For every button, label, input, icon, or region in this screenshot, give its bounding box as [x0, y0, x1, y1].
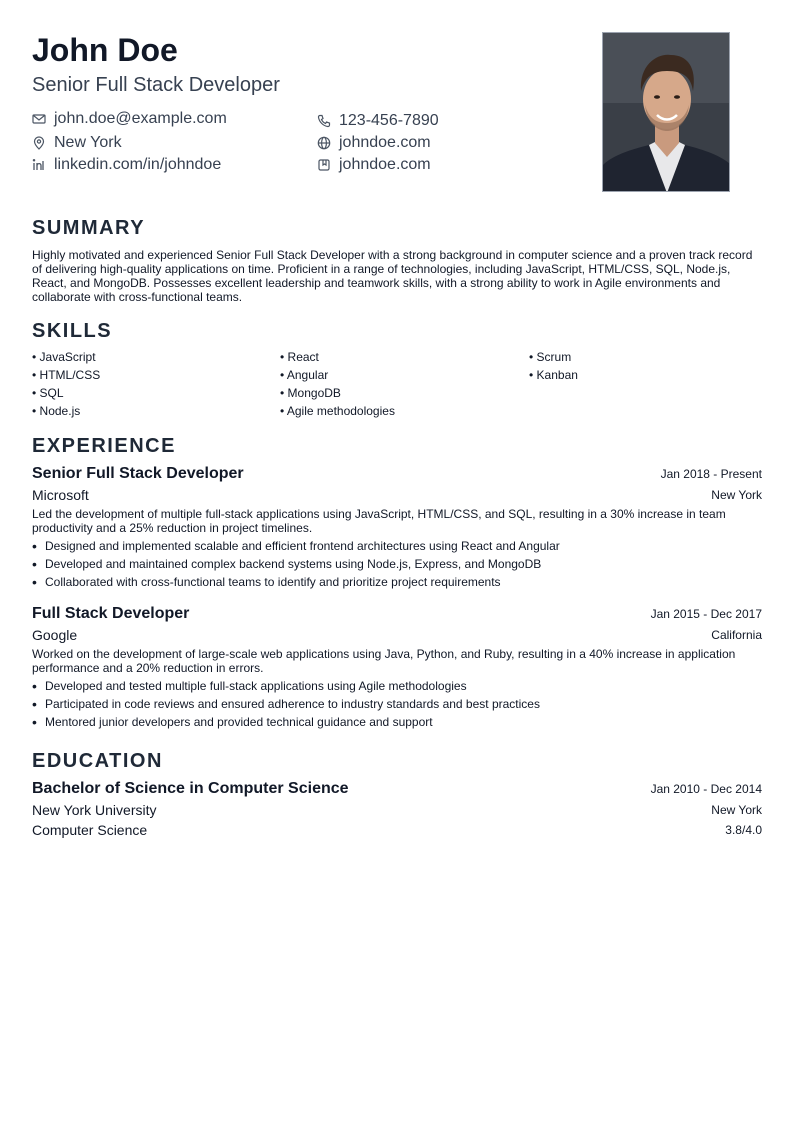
globe-icon [317, 136, 331, 150]
degree-title: Bachelor of Science in Computer Science [32, 780, 349, 797]
summary-text: Highly motivated and experienced Senior Full Stack Developer with a strong background in computer science and a proven track record of delivering high-quality applications on time. Proficient in a range of technologies, including JavaScript, HTML/CSS, SQL, Node.js, React, and MongoDB. Possesses excellent leadership and teamwork skills, with a strong ability to work in Agile environments and collaborate with cross-functional teams. [32, 248, 753, 304]
job-company: Google [32, 627, 78, 643]
summary-heading: SUMMARY [32, 217, 146, 239]
skill-item: • Agile methodologies [280, 404, 395, 418]
experience-heading: EXPERIENCE [32, 435, 176, 457]
job-bullet: • Mentored junior developers and provided technical guidance and support [32, 714, 433, 730]
phone-text: 123-456-7890 [339, 112, 439, 129]
skill-item: • Node.js [32, 404, 81, 418]
skills-heading: SKILLS [32, 320, 113, 342]
bookmark-icon [317, 158, 331, 172]
candidate-title: Senior Full Stack Developer [32, 74, 280, 96]
job-title: Senior Full Stack Developer [32, 465, 244, 482]
field-of-study: Computer Science [32, 822, 148, 838]
job-dates: Jan 2015 - Dec 2017 [650, 607, 762, 621]
portfolio-text: johndoe.com [339, 156, 431, 173]
education-heading: EDUCATION [32, 750, 163, 772]
school-name: New York University [32, 802, 157, 818]
gpa: 3.8/4.0 [725, 823, 762, 837]
contact-email[interactable] [32, 109, 227, 129]
email-text: john.doe@example.com [54, 110, 227, 127]
job-bullet: • Participated in code reviews and ensured adherence to industry standards and best practices [32, 696, 540, 712]
phone-icon [317, 114, 331, 128]
job-location: California [711, 628, 762, 642]
job-company: Microsoft [32, 487, 89, 503]
skill-item: • Scrum [529, 350, 572, 364]
contact-portfolio[interactable] [317, 155, 431, 175]
linkedin-text: linkedin.com/in/johndoe [54, 156, 222, 173]
skill-item: • MongoDB [280, 386, 341, 400]
job-dates: Jan 2018 - Present [660, 467, 762, 481]
contact-linkedin[interactable] [32, 155, 221, 175]
candidate-name: John Doe [32, 32, 178, 68]
skill-item: • JavaScript [32, 350, 96, 364]
profile-photo [602, 32, 730, 192]
job-bullet: • Collaborated with cross-functional teams to identify and prioritize project requirements [32, 574, 501, 590]
job-description: Worked on the development of large-scale web applications using Java, Python, and Ruby, resulting in a 40% increase in application performance and a 20% reduction in errors. [32, 647, 736, 675]
job-title: Full Stack Developer [32, 605, 190, 622]
skill-item: • HTML/CSS [32, 368, 101, 382]
education-dates: Jan 2010 - Dec 2014 [650, 782, 762, 796]
job-bullet: • Developed and tested multiple full-stack applications using Agile methodologies [32, 678, 467, 694]
mail-icon [32, 112, 46, 126]
contact-phone[interactable] [317, 111, 439, 131]
job-bullet: • Designed and implemented scalable and efficient frontend architectures using React and Angular [32, 538, 560, 554]
skill-item: • Angular [280, 368, 329, 382]
job-location: New York [711, 488, 762, 502]
map-pin-icon [32, 136, 46, 150]
job-description: Led the development of multiple full-stack applications using JavaScript, HTML/CSS, and SQL, resulting in a 30% increase in team productivity and a 25% reduction in project timelines. [32, 507, 726, 535]
skill-item: • SQL [32, 386, 64, 400]
resume-page [32, 0, 762, 1123]
website-text: johndoe.com [339, 134, 431, 151]
skill-item: • React [280, 350, 319, 364]
skill-item: • Kanban [529, 368, 578, 382]
school-location: New York [711, 803, 762, 817]
location-text: New York [54, 134, 122, 151]
job-bullet: • Developed and maintained complex backend systems using Node.js, Express, and MongoDB [32, 556, 542, 572]
contact-website[interactable] [317, 133, 431, 153]
linkedin-icon [32, 158, 46, 172]
contact-location [32, 133, 122, 153]
